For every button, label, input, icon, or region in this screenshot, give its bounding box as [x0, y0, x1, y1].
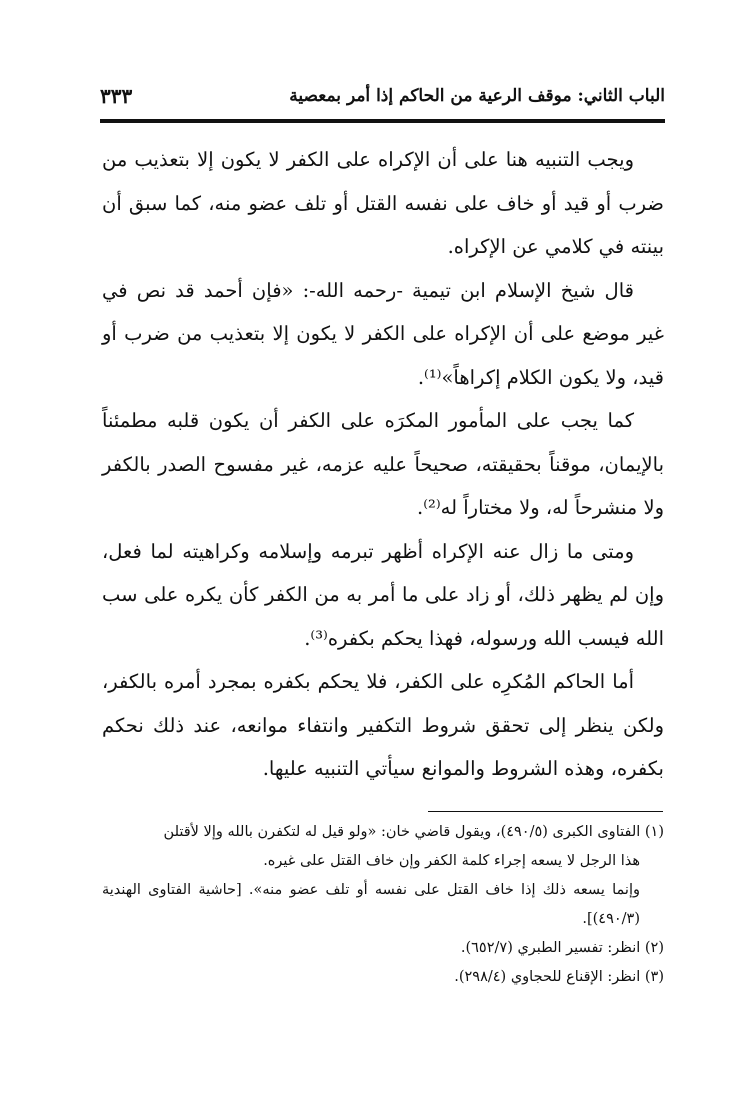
paragraph: ومتى ما زال عنه الإكراه أظهر تبرمه وإسلامه وكراهيته لما فعل، وإن لم يظهر ذلك، أو زاد على ما أمر به من الكفر كأن يكره على سب الله فيسب الله ورسوله، فهذا يحكم بكفره⁽³⁾. [102, 539, 664, 650]
paragraph: أما الحاكم المُكرِه على الكفر، فلا يحكم بكفره بمجرد أمره بالكفر، ولكن ينظر إلى تحقق شروط التكفير وانتفاء موانعه، عند ذلك نحكم بكفره، وهذه الشروط والموانع سيأتي التنبيه عليها. [102, 670, 664, 780]
footnote-1-continued: هذا الرجل لا يسعه إجراء كلمة الكفر وإن خاف القتل على غيره. [263, 853, 640, 869]
footnote-2: (٢) انظر: تفسير الطبري (٦٥٢/٧). [460, 940, 664, 956]
page-header [100, 84, 665, 118]
main-text [102, 138, 664, 791]
paragraph: كما يجب على المأمور المكرَه على الكفر أن يكون قلبه مطمئناً بالإيمان، موقناً بحقيقته، صحيحاً عليه عزمه، غير مفسوح الصدر بالكفر ولا منشرحاً له، ولا مختاراً له⁽²⁾. [102, 409, 664, 519]
footnote-1: (١) الفتاوى الكبرى (٤٩٠/٥)، ويقول قاضي خان: «ولو قيل له لتكفرن بالله وإلا لأقتلن [163, 824, 664, 840]
footnote-separator [428, 811, 663, 812]
paragraph: ويجب التنبيه هنا على أن الإكراه على الكفر لا يكون إلا بتعذيب من ضرب أو قيد أو خاف على نفسه القتل أو تلف عضو منه، كما سبق أن بينته في كلامي عن الإكراه. [102, 148, 664, 258]
footnote-3: (٣) انظر: الإقناع للحجاوي (٢٩٨/٤). [454, 969, 664, 985]
footnotes [102, 818, 664, 992]
chapter-title: الباب الثاني: موقف الرعية من الحاكم إذا أمر بمعصية [289, 86, 665, 106]
header-rule [100, 119, 665, 123]
page-number: ٣٣٣ [100, 84, 133, 108]
paragraph: قال شيخ الإسلام ابن تيمية -رحمه الله-: «فإن أحمد قد نص في غير موضع على أن الإكراه على الكفر لا يكون إلا بتعذيب من ضرب أو قيد، ولا يكون الكلام إكراهاً»⁽¹⁾. [102, 278, 664, 389]
footnote-1-continued: وإنما يسعه ذلك إذا خاف القتل على نفسه أو تلف عضو منه». [حاشية الفتاوى الهندية (٤٩٠/٣)]. [102, 882, 640, 927]
